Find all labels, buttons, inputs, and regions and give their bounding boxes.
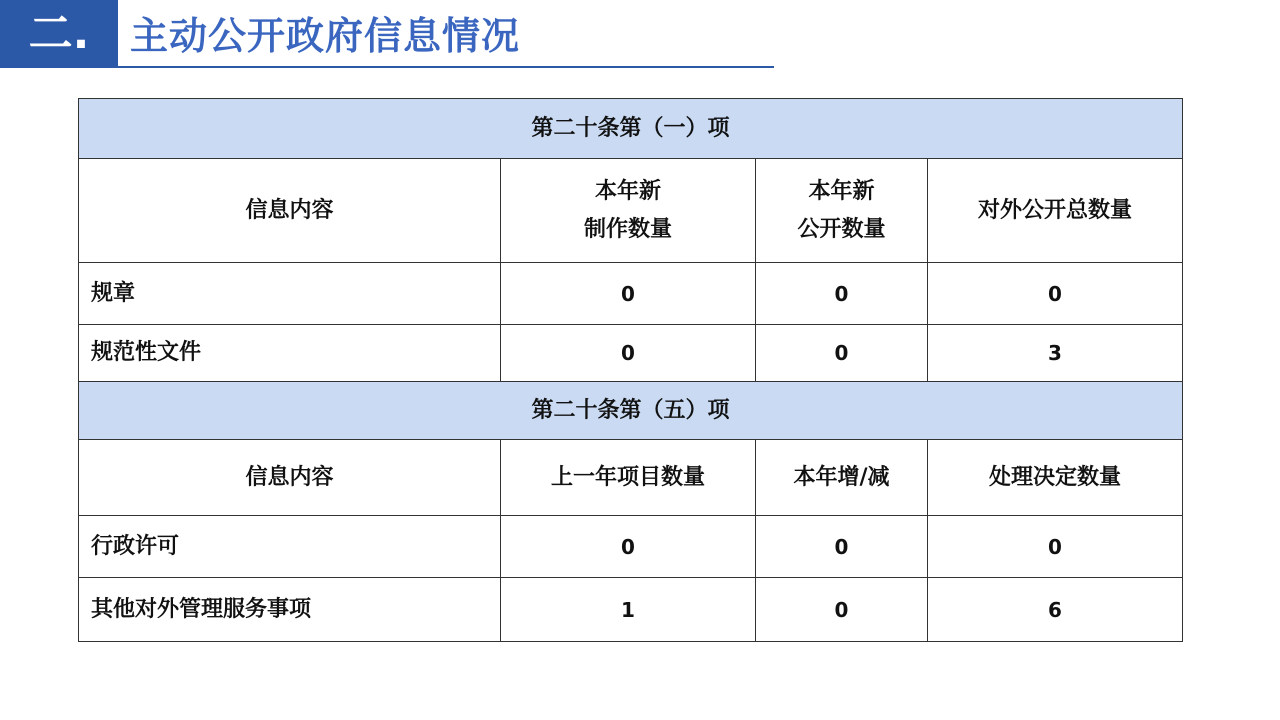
table-row (79, 325, 1183, 382)
header-prev-count: 上一年项目数量 (501, 440, 756, 516)
row-label: 其他对外管理服务事项 (79, 578, 501, 642)
cell-change: 0 (756, 516, 928, 578)
header-content: 信息内容 (79, 159, 501, 263)
cell-new-published: 0 (756, 263, 928, 325)
row-label: 规范性文件 (79, 325, 501, 382)
disclosure-table (78, 98, 1183, 642)
cell-new-published: 0 (756, 325, 928, 382)
row-label: 行政许可 (79, 516, 501, 578)
row-label: 规章 (79, 263, 501, 325)
section-band-title: 第二十条第（五）项 (79, 382, 1183, 440)
title-divider (118, 66, 774, 68)
section-number-badge: 二. (0, 0, 118, 68)
table-row (79, 516, 1183, 578)
header-new-made-line1: 本年新 (594, 178, 661, 204)
cell-total-published: 3 (928, 325, 1183, 382)
header-total-published: 对外公开总数量 (928, 159, 1183, 263)
cell-decisions: 0 (928, 516, 1183, 578)
cell-new-made: 0 (501, 263, 756, 325)
header-change: 本年增/减 (756, 440, 928, 516)
header-new-published (756, 159, 928, 263)
cell-prev-count: 1 (501, 578, 756, 642)
section-band-row (79, 99, 1183, 159)
table-header-row (79, 159, 1183, 263)
header-content: 信息内容 (79, 440, 501, 516)
header-new-made-line2: 制作数量 (583, 216, 672, 242)
header-new-made (501, 159, 756, 263)
cell-total-published: 0 (928, 263, 1183, 325)
page-title: 主动公开政府信息情况 (130, 14, 521, 58)
cell-change: 0 (756, 578, 928, 642)
section-band-title: 第二十条第（一）项 (79, 99, 1183, 159)
table-header-row (79, 440, 1183, 516)
table-row (79, 578, 1183, 642)
header-new-published-line1: 本年新 (808, 178, 875, 204)
header-new-published-line2: 公开数量 (797, 216, 886, 242)
cell-prev-count: 0 (501, 516, 756, 578)
table-row (79, 263, 1183, 325)
header-decisions: 处理决定数量 (928, 440, 1183, 516)
section-band-row (79, 382, 1183, 440)
cell-decisions: 6 (928, 578, 1183, 642)
cell-new-made: 0 (501, 325, 756, 382)
